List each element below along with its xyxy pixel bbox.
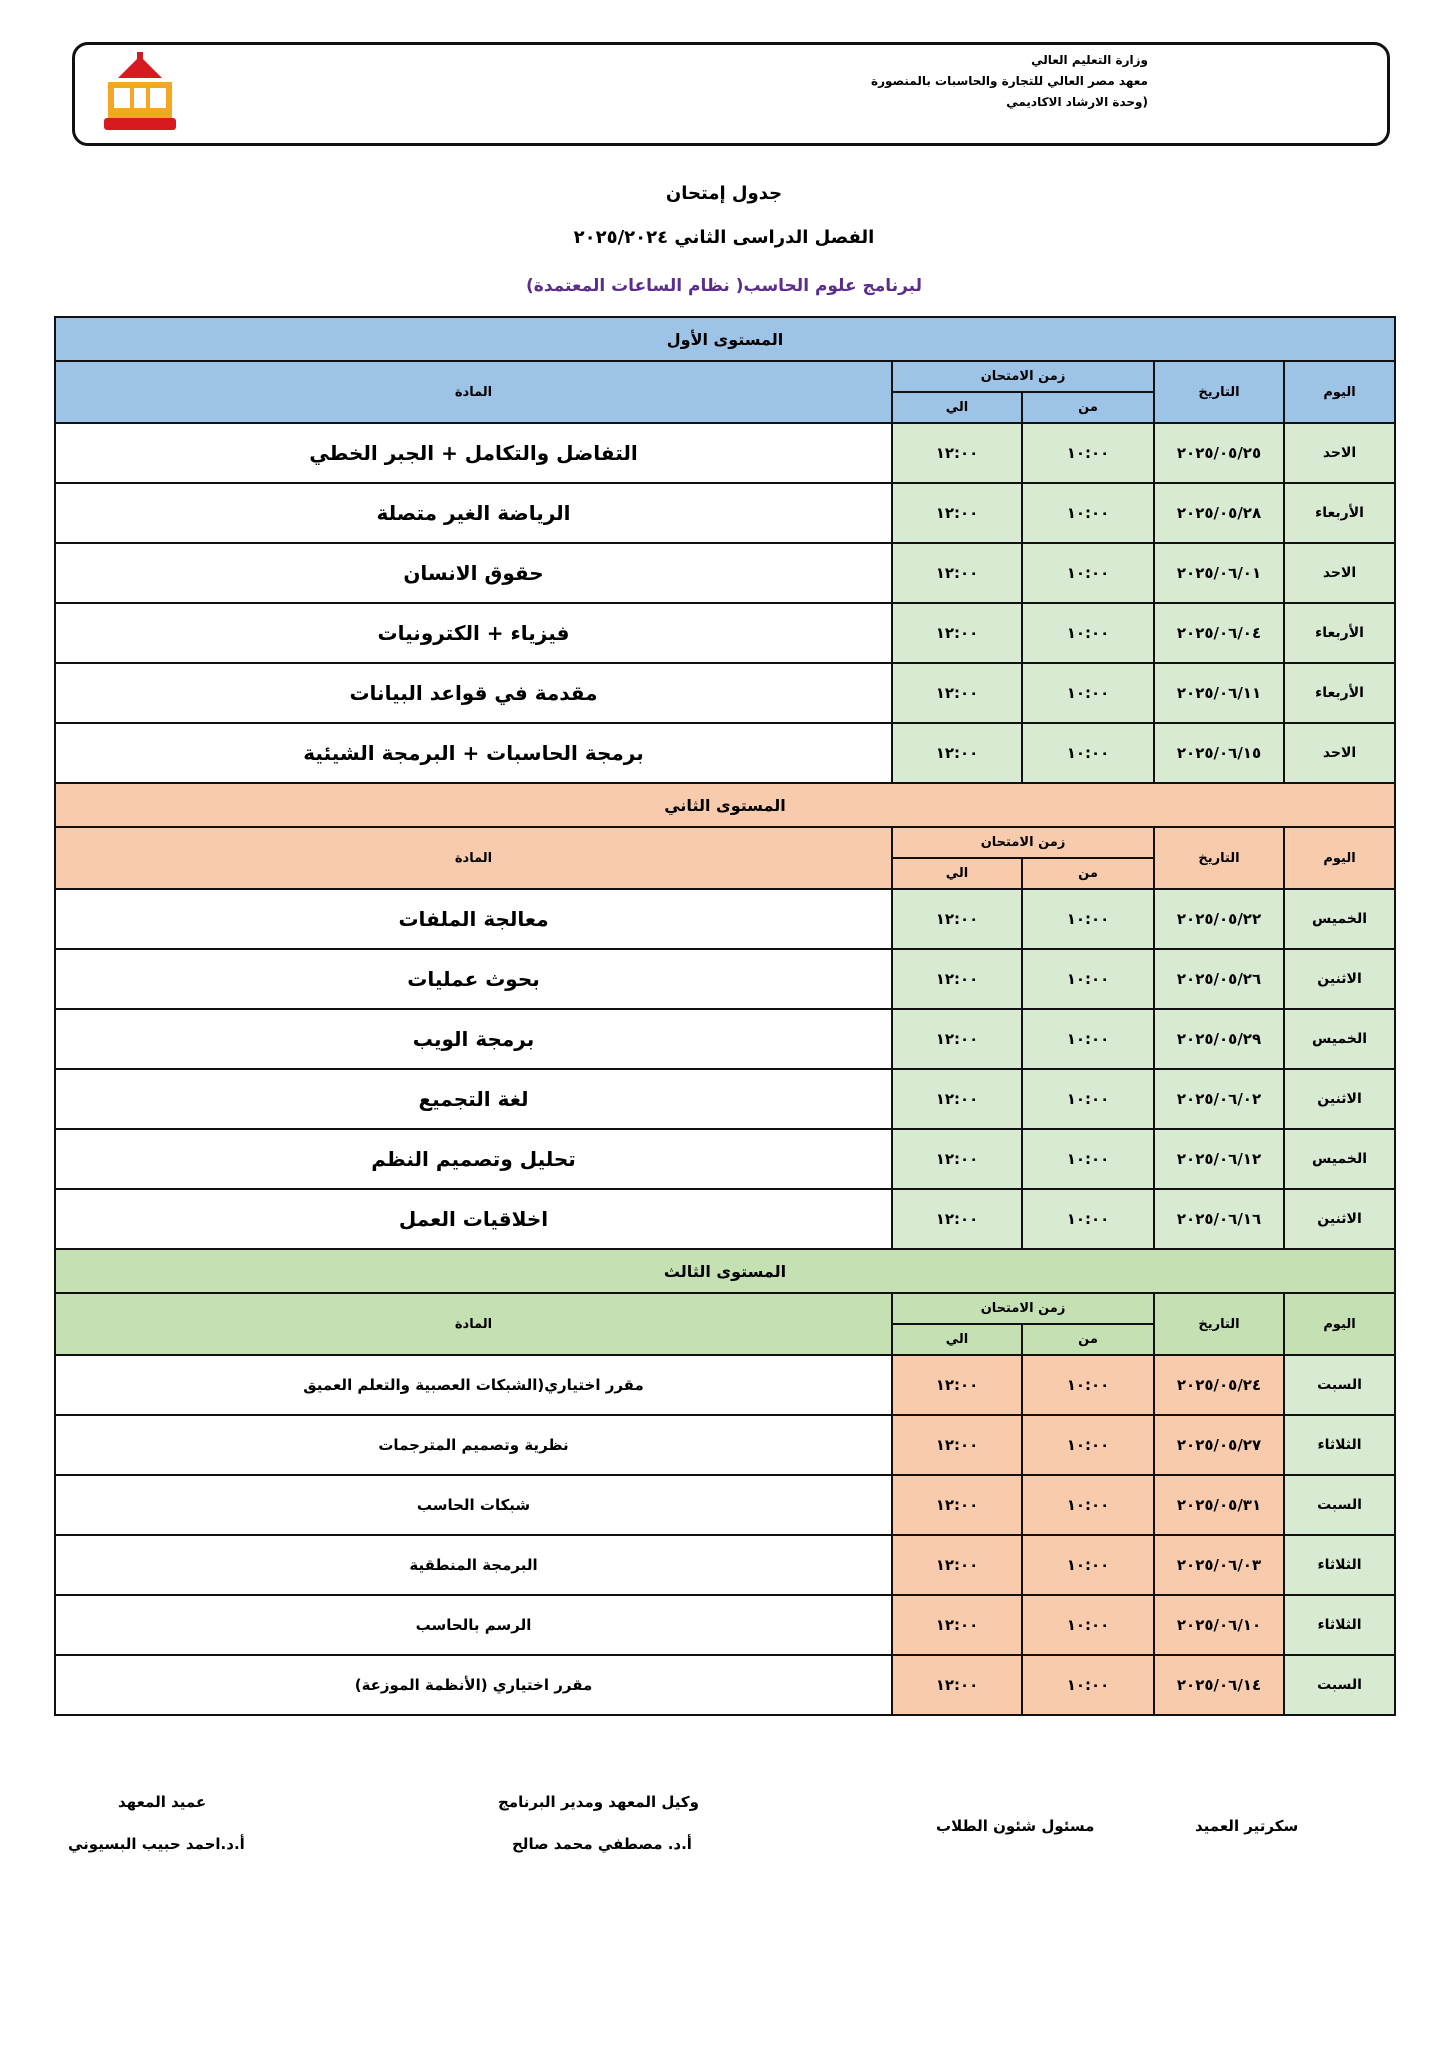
cell-from: ١٠:٠٠ (1022, 1009, 1154, 1069)
cell-date: ٢٠٢٥/٠٦/١٠ (1154, 1595, 1284, 1655)
cell-to: ١٢:٠٠ (892, 949, 1022, 1009)
unit-name: (وحدة الارشاد الاكاديمي (1006, 95, 1148, 109)
cell-from: ١٠:٠٠ (1022, 1535, 1154, 1595)
level-title: المستوى الأول (55, 317, 1395, 361)
table-row (55, 423, 1395, 483)
signature-secretary: سكرتير العميد (1195, 1817, 1299, 1835)
cell-from: ١٠:٠٠ (1022, 483, 1154, 543)
table-row (55, 1415, 1395, 1475)
column-header-row (55, 827, 1395, 858)
table-row (55, 949, 1395, 1009)
column-header-row (55, 361, 1395, 392)
cell-subject: فيزياء + الكترونيات (55, 603, 892, 663)
cell-from: ١٠:٠٠ (1022, 1595, 1154, 1655)
cell-subject: حقوق الانسان (55, 543, 892, 603)
cell-subject: البرمجة المنطقية (55, 1535, 892, 1595)
table-row (55, 1535, 1395, 1595)
semester-title: الفصل الدراسى الثاني ٢٠٢٥/٢٠٢٤ (573, 227, 875, 248)
cell-from: ١٠:٠٠ (1022, 1129, 1154, 1189)
cell-day: الخميس (1284, 1129, 1395, 1189)
cell-date: ٢٠٢٥/٠٥/٢٧ (1154, 1415, 1284, 1475)
table-row (55, 1069, 1395, 1129)
signature-dean-title: عميد المعهد (118, 1793, 207, 1811)
table-row (55, 663, 1395, 723)
col-subject-header: المادة (55, 361, 892, 423)
cell-from: ١٠:٠٠ (1022, 949, 1154, 1009)
cell-day: الاثنين (1284, 949, 1395, 1009)
cell-day: السبت (1284, 1475, 1395, 1535)
level-title-row (55, 317, 1395, 361)
col-to-header: الي (892, 858, 1022, 889)
cell-subject: بحوث عمليات (55, 949, 892, 1009)
table-row (55, 483, 1395, 543)
cell-date: ٢٠٢٥/٠٦/١٦ (1154, 1189, 1284, 1249)
col-date-header: التاريخ (1154, 361, 1284, 423)
cell-from: ١٠:٠٠ (1022, 1415, 1154, 1475)
cell-day: الأربعاء (1284, 663, 1395, 723)
cell-day: الثلاثاء (1284, 1595, 1395, 1655)
table-row (55, 1009, 1395, 1069)
cell-to: ١٢:٠٠ (892, 1415, 1022, 1475)
cell-from: ١٠:٠٠ (1022, 889, 1154, 949)
letterhead-frame (72, 42, 1390, 146)
cell-day: الاثنين (1284, 1189, 1395, 1249)
cell-date: ٢٠٢٥/٠٥/٢٨ (1154, 483, 1284, 543)
cell-date: ٢٠٢٥/٠٦/٠٤ (1154, 603, 1284, 663)
cell-from: ١٠:٠٠ (1022, 663, 1154, 723)
cell-day: الاثنين (1284, 1069, 1395, 1129)
cell-from: ١٠:٠٠ (1022, 1475, 1154, 1535)
program-title: لبرنامج علوم الحاسب( نظام الساعات المعتمدة) (526, 276, 922, 296)
cell-to: ١٢:٠٠ (892, 1069, 1022, 1129)
cell-to: ١٢:٠٠ (892, 1355, 1022, 1415)
cell-date: ٢٠٢٥/٠٦/١٢ (1154, 1129, 1284, 1189)
cell-subject: مقرر اختياري(الشبكات العصبية والتعلم العميق (55, 1355, 892, 1415)
cell-subject: معالجة الملفات (55, 889, 892, 949)
cell-to: ١٢:٠٠ (892, 1189, 1022, 1249)
cell-to: ١٢:٠٠ (892, 1595, 1022, 1655)
col-day-header: اليوم (1284, 1293, 1395, 1355)
cell-from: ١٠:٠٠ (1022, 1189, 1154, 1249)
col-subject-header: المادة (55, 1293, 892, 1355)
cell-day: الاحد (1284, 723, 1395, 783)
col-to-header: الي (892, 1324, 1022, 1355)
institute-name: معهد مصر العالي للتجارة والحاسبات بالمنصورة (871, 74, 1148, 88)
cell-to: ١٢:٠٠ (892, 1009, 1022, 1069)
cell-to: ١٢:٠٠ (892, 603, 1022, 663)
col-to-header: الي (892, 392, 1022, 423)
cell-date: ٢٠٢٥/٠٦/١١ (1154, 663, 1284, 723)
cell-date: ٢٠٢٥/٠٦/١٤ (1154, 1655, 1284, 1715)
cell-to: ١٢:٠٠ (892, 423, 1022, 483)
cell-to: ١٢:٠٠ (892, 483, 1022, 543)
cell-day: الثلاثاء (1284, 1535, 1395, 1595)
cell-subject: الرسم بالحاسب (55, 1595, 892, 1655)
table-row (55, 1595, 1395, 1655)
table-row (55, 1355, 1395, 1415)
col-from-header: من (1022, 1324, 1154, 1355)
signature-student-affairs: مسئول شئون الطلاب (936, 1817, 1095, 1835)
col-from-header: من (1022, 858, 1154, 889)
level-title-row (55, 1249, 1395, 1293)
level-title-row (55, 783, 1395, 827)
cell-subject: مقرر اختياري (الأنظمة الموزعة) (55, 1655, 892, 1715)
cell-subject: مقدمة في قواعد البيانات (55, 663, 892, 723)
cell-date: ٢٠٢٥/٠٦/٠١ (1154, 543, 1284, 603)
table-row (55, 1129, 1395, 1189)
cell-day: الثلاثاء (1284, 1415, 1395, 1475)
cell-date: ٢٠٢٥/٠٦/٠٣ (1154, 1535, 1284, 1595)
col-date-header: التاريخ (1154, 1293, 1284, 1355)
column-header-row (55, 1293, 1395, 1324)
cell-date: ٢٠٢٥/٠٥/٣١ (1154, 1475, 1284, 1535)
cell-date: ٢٠٢٥/٠٥/٢٢ (1154, 889, 1284, 949)
cell-to: ١٢:٠٠ (892, 1655, 1022, 1715)
col-exam-time-header: زمن الامتحان (892, 827, 1154, 858)
cell-date: ٢٠٢٥/٠٥/٢٦ (1154, 949, 1284, 1009)
cell-to: ١٢:٠٠ (892, 723, 1022, 783)
col-exam-time-header: زمن الامتحان (892, 361, 1154, 392)
col-day-header: اليوم (1284, 361, 1395, 423)
cell-to: ١٢:٠٠ (892, 1129, 1022, 1189)
cell-from: ١٠:٠٠ (1022, 723, 1154, 783)
cell-subject: لغة التجميع (55, 1069, 892, 1129)
ministry-name: وزارة التعليم العالي (1031, 53, 1148, 67)
cell-subject: تحليل وتصميم النظم (55, 1129, 892, 1189)
cell-from: ١٠:٠٠ (1022, 1355, 1154, 1415)
cell-from: ١٠:٠٠ (1022, 543, 1154, 603)
level-title: المستوى الثاني (55, 783, 1395, 827)
table-row (55, 1475, 1395, 1535)
cell-from: ١٠:٠٠ (1022, 1655, 1154, 1715)
cell-to: ١٢:٠٠ (892, 663, 1022, 723)
cell-day: الخميس (1284, 889, 1395, 949)
cell-subject: الرياضة الغير متصلة (55, 483, 892, 543)
cell-from: ١٠:٠٠ (1022, 1069, 1154, 1129)
signature-dean-name: أ.د.احمد حبيب البسيوني (68, 1835, 245, 1853)
col-date-header: التاريخ (1154, 827, 1284, 889)
page-title: جدول إمتحان (665, 183, 783, 204)
cell-day: الأربعاء (1284, 483, 1395, 543)
cell-date: ٢٠٢٥/٠٥/٢٤ (1154, 1355, 1284, 1415)
cell-day: السبت (1284, 1355, 1395, 1415)
cell-to: ١٢:٠٠ (892, 1475, 1022, 1535)
cell-day: الاحد (1284, 543, 1395, 603)
cell-subject: برمجة الويب (55, 1009, 892, 1069)
cell-to: ١٢:٠٠ (892, 1535, 1022, 1595)
table-row (55, 723, 1395, 783)
cell-to: ١٢:٠٠ (892, 543, 1022, 603)
letterhead-text (871, 50, 1148, 113)
cell-date: ٢٠٢٥/٠٦/١٥ (1154, 723, 1284, 783)
table-row (55, 543, 1395, 603)
col-from-header: من (1022, 392, 1154, 423)
table-row (55, 1189, 1395, 1249)
cell-to: ١٢:٠٠ (892, 889, 1022, 949)
table-row (55, 1655, 1395, 1715)
table-row (55, 889, 1395, 949)
table-row (55, 603, 1395, 663)
cell-date: ٢٠٢٥/٠٦/٠٢ (1154, 1069, 1284, 1129)
signature-vice-dean-name: أ.د. مصطفي محمد صالح (512, 1835, 692, 1853)
cell-date: ٢٠٢٥/٠٥/٢٥ (1154, 423, 1284, 483)
cell-subject: شبكات الحاسب (55, 1475, 892, 1535)
cell-subject: التفاضل والتكامل + الجبر الخطي (55, 423, 892, 483)
cell-day: الخميس (1284, 1009, 1395, 1069)
col-subject-header: المادة (55, 827, 892, 889)
level-title: المستوى الثالث (55, 1249, 1395, 1293)
cell-day: الأربعاء (1284, 603, 1395, 663)
institute-logo-icon (100, 52, 180, 136)
col-exam-time-header: زمن الامتحان (892, 1293, 1154, 1324)
cell-day: الاحد (1284, 423, 1395, 483)
cell-date: ٢٠٢٥/٠٥/٢٩ (1154, 1009, 1284, 1069)
cell-subject: نظرية وتصميم المترجمات (55, 1415, 892, 1475)
cell-subject: اخلاقيات العمل (55, 1189, 892, 1249)
cell-from: ١٠:٠٠ (1022, 603, 1154, 663)
exam-schedule-table (54, 316, 1396, 1716)
signature-vice-dean-title: وكيل المعهد ومدير البرنامج (498, 1793, 699, 1811)
cell-subject: برمجة الحاسبات + البرمجة الشيئية (55, 723, 892, 783)
col-day-header: اليوم (1284, 827, 1395, 889)
cell-from: ١٠:٠٠ (1022, 423, 1154, 483)
cell-day: السبت (1284, 1655, 1395, 1715)
